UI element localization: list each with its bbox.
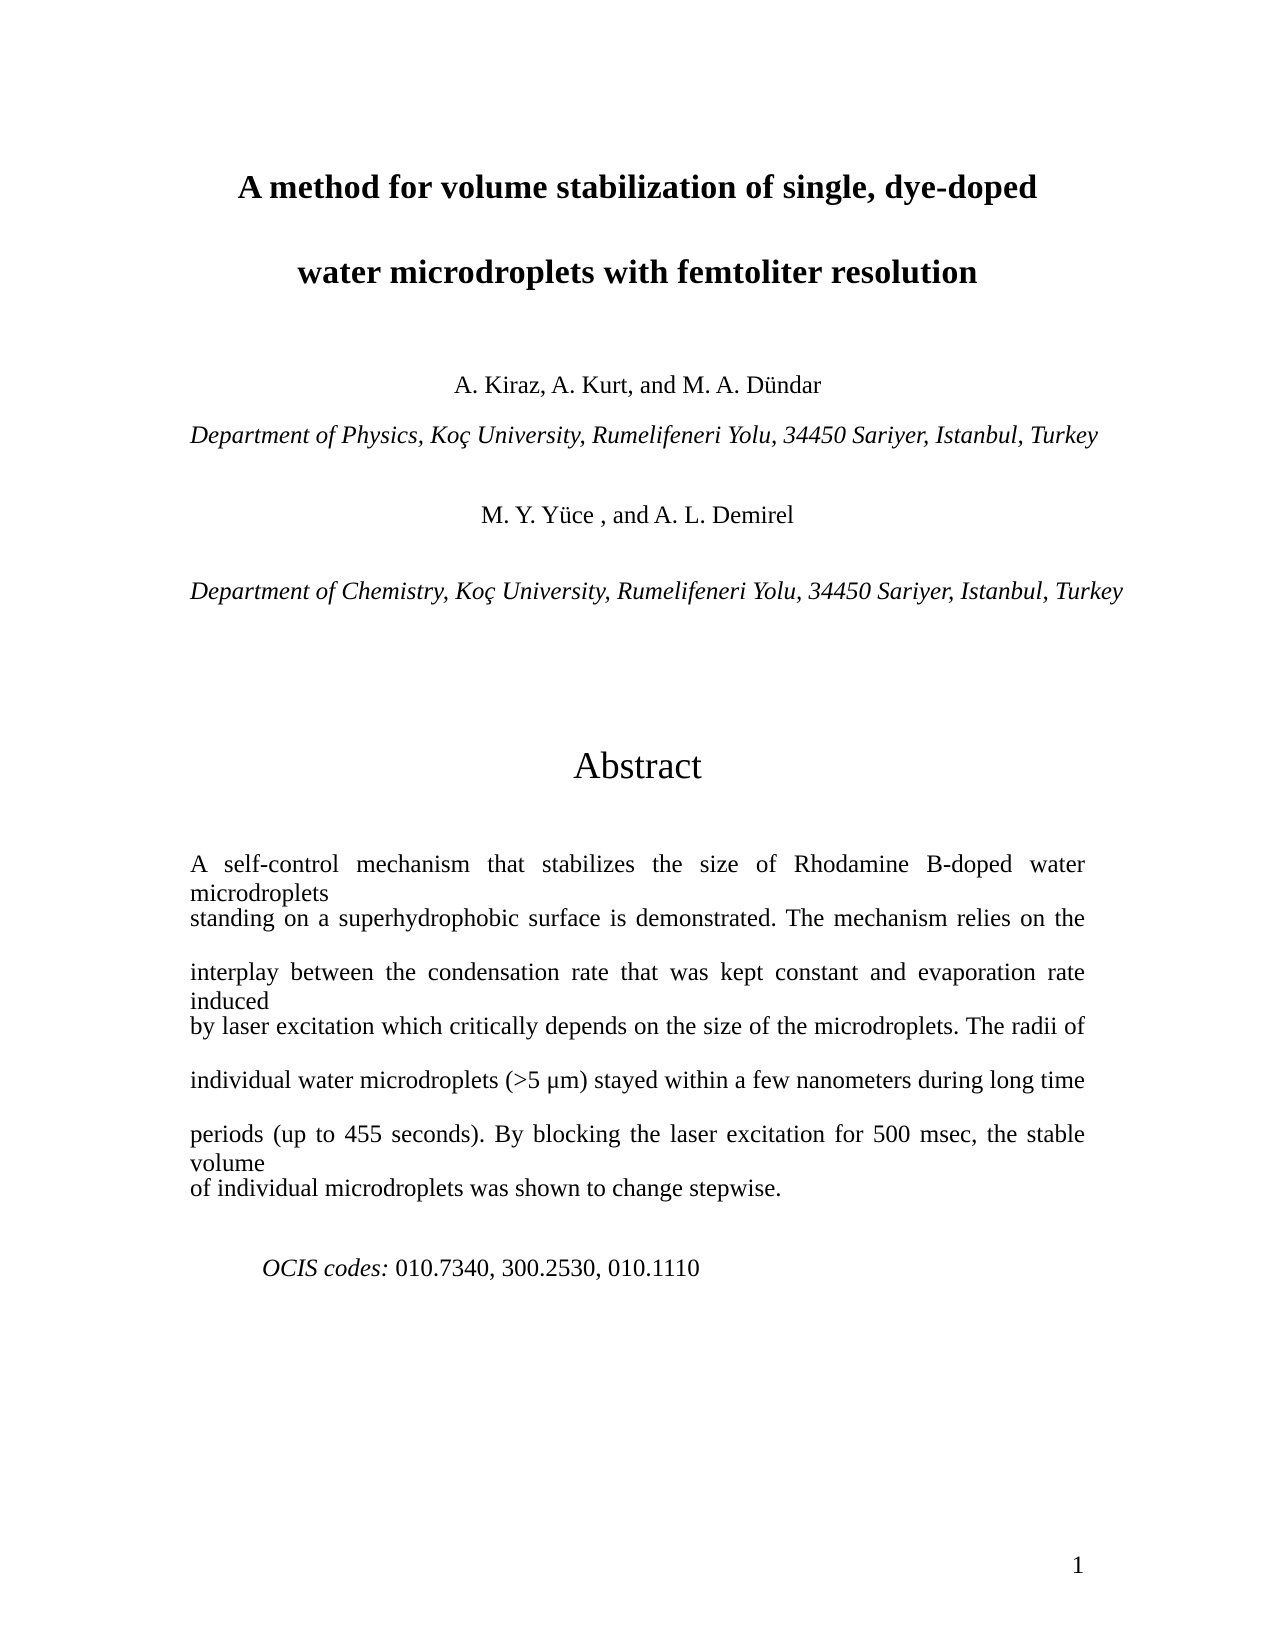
abstract-line-3: interplay between the condensation rate that was kept constant and evaporation rate induced: [190, 959, 1085, 1015]
abstract-line-2: standing on a superhydrophobic surface is demonstrated. The mechanism relies on the: [190, 905, 1085, 932]
affiliation-physics: Department of Physics, Koç University, Rumelifeneri Yolu, 34450 Sariyer, Istanbul, Turkey: [190, 422, 1099, 449]
ocis-codes-label: OCIS codes:: [262, 1255, 390, 1282]
authors-group-2: M. Y. Yüce , and A. L. Demirel: [481, 502, 794, 529]
paper-title-line-2: water microdroplets with femtoliter resolution: [297, 254, 978, 291]
ocis-codes-line: [262, 1255, 1082, 1284]
authors-group-1: A. Kiraz, A. Kurt, and M. A. Dündar: [453, 372, 822, 399]
abstract-line-6: periods (up to 455 seconds). By blocking the laser excitation for 500 msec, the stable volume: [190, 1121, 1085, 1177]
paper-title-line-1: A method for volume stabilization of single, dye-doped: [237, 169, 1038, 206]
page-number: 1: [1071, 1552, 1085, 1579]
abstract-heading: Abstract: [573, 745, 702, 787]
ocis-codes-values: 010.7340, 300.2530, 010.1110: [389, 1255, 700, 1282]
abstract-line-4: by laser excitation which critically depends on the size of the microdroplets. The radii of: [190, 1013, 1085, 1040]
affiliation-chemistry: Department of Chemistry, Koç University, Rumelifeneri Yolu, 34450 Sariyer, Istanbul, Turkey: [190, 578, 1124, 605]
abstract-line-7: of individual microdroplets was shown to change stepwise.: [190, 1175, 782, 1202]
abstract-line-1: A self-control mechanism that stabilizes the size of Rhodamine B-doped water microdroplets: [190, 851, 1085, 907]
abstract-line-5: individual water microdroplets (>5 μm) stayed within a few nanometers during long time: [190, 1067, 1085, 1094]
